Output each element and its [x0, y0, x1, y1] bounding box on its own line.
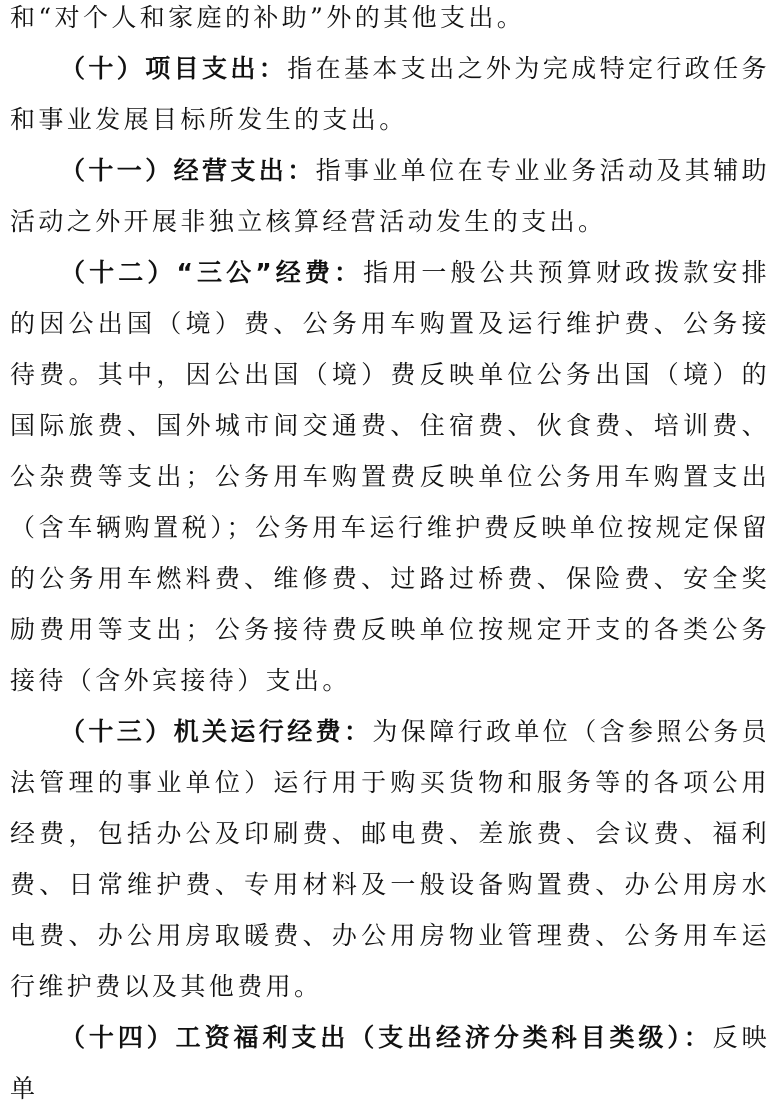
- paragraph-text: 为保障行政单位（含参照公务员法管理的事业单位）运行用于购买货物和服务等的各项公用经费，包括办公及印刷费、邮电费、差旅费、会议费、福利费、日常维护费、专用材料及一般设备购置费、办公用房水电费、办公用房取暖费、办公用房物业管理费、公务用车运行维护费以及其他费用。: [10, 717, 770, 1001]
- paragraph-text: 反映单: [10, 1023, 770, 1103]
- term-heading: （十三）机关运行经费：: [60, 717, 373, 746]
- paragraph-text: 指在基本支出之外为完成特定行政任务和事业发展目标所发生的支出。: [10, 54, 770, 134]
- term-heading: （十二）“三公”经费：: [60, 258, 364, 287]
- paragraph-text: 和“对个人和家庭的补助”外的其他支出。: [10, 3, 526, 32]
- paragraph-text: 指事业单位在专业业务活动及其辅助活动之外开展非独立核算经营活动发生的支出。: [10, 156, 770, 236]
- paragraph-operating-expenditure: [10, 145, 770, 247]
- term-heading: （十一）经营支出：: [60, 156, 316, 185]
- paragraph-agency-operating-funds: [10, 706, 770, 1012]
- term-heading: （十四）工资福利支出（支出经济分类科目类级）：: [60, 1023, 713, 1052]
- paragraph-wages-welfare: [10, 1012, 770, 1114]
- paragraph-text: 指用一般公共预算财政拨款安排的因公出国（境）费、公务用车购置及运行维护费、公务接待费。其中，因公出国（境）费反映单位公务出国（境）的国际旅费、国外城市间交通费、住宿费、伙食费、培训费、公杂费等支出；公务用车购置费反映单位公务用车购置支出（含车辆购置税）；公务用车运行维护费反映单位按规定保留的公务用车燃料费、维修费、过路过桥费、保险费、安全奖励费用等支出；公务接待费反映单位按规定开支的各类公务接待（含外宾接待）支出。: [10, 258, 770, 695]
- paragraph-three-public-expenses: [10, 247, 770, 706]
- document-page: [10, 0, 770, 1114]
- term-heading: （十）项目支出：: [60, 54, 288, 83]
- paragraph-continuation: [10, 0, 770, 43]
- paragraph-project-expenditure: [10, 43, 770, 145]
